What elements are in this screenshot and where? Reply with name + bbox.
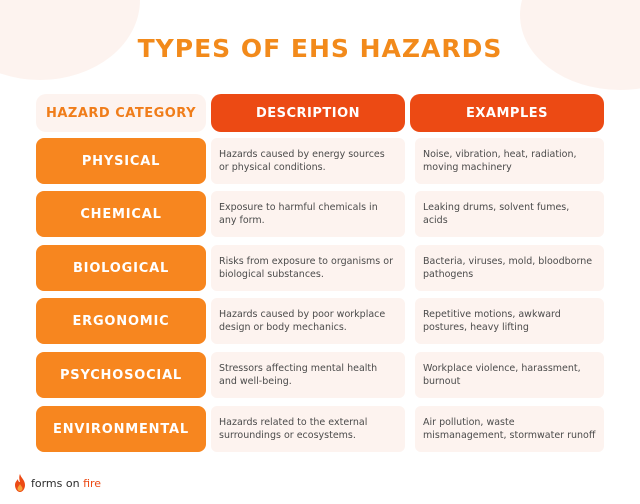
hazard-category: CHEMICAL: [36, 191, 206, 237]
hazard-examples: Leaking drums, solvent fumes, acids: [415, 191, 604, 237]
hazard-examples: Repetitive motions, awkward postures, heavy lifting: [415, 298, 604, 344]
page-title: TYPES OF EHS HAZARDS: [137, 34, 503, 63]
hazard-examples: Air pollution, waste mismanagement, stormwater runoff: [415, 406, 604, 452]
flame-icon: [14, 474, 26, 492]
hazard-description: Hazards caused by energy sources or physical conditions.: [211, 138, 405, 184]
hazard-description: Hazards related to the external surroundings or ecosystems.: [211, 406, 405, 452]
table-row: [36, 138, 604, 184]
header-examples: EXAMPLES: [410, 94, 604, 132]
hazard-description: Hazards caused by poor workplace design or body mechanics.: [211, 298, 405, 344]
table-row: [36, 352, 604, 398]
table-row: [36, 245, 604, 291]
hazard-category: PSYCHOSOCIAL: [36, 352, 206, 398]
table-row: [36, 406, 604, 452]
hazard-examples: Workplace violence, harassment, burnout: [415, 352, 604, 398]
hazard-category: ERGONOMIC: [36, 298, 206, 344]
brand-name: forms on fire: [31, 476, 102, 490]
hazard-description: Risks from exposure to organisms or biological substances.: [211, 245, 405, 291]
hazard-category: PHYSICAL: [36, 138, 206, 184]
hazard-examples: Bacteria, viruses, mold, bloodborne pathogens: [415, 245, 604, 291]
table-row: [36, 191, 604, 237]
brand-logo: [14, 474, 101, 492]
hazard-category: BIOLOGICAL: [36, 245, 206, 291]
hazard-examples: Noise, vibration, heat, radiation, moving machinery: [415, 138, 604, 184]
table-row: [36, 298, 604, 344]
header-hazard-category: HAZARD CATEGORY: [36, 94, 206, 132]
hazard-category: ENVIRONMENTAL: [36, 406, 206, 452]
hazard-description: Exposure to harmful chemicals in any form.: [211, 191, 405, 237]
header-description: DESCRIPTION: [211, 94, 405, 132]
hazard-description: Stressors affecting mental health and well-being.: [211, 352, 405, 398]
